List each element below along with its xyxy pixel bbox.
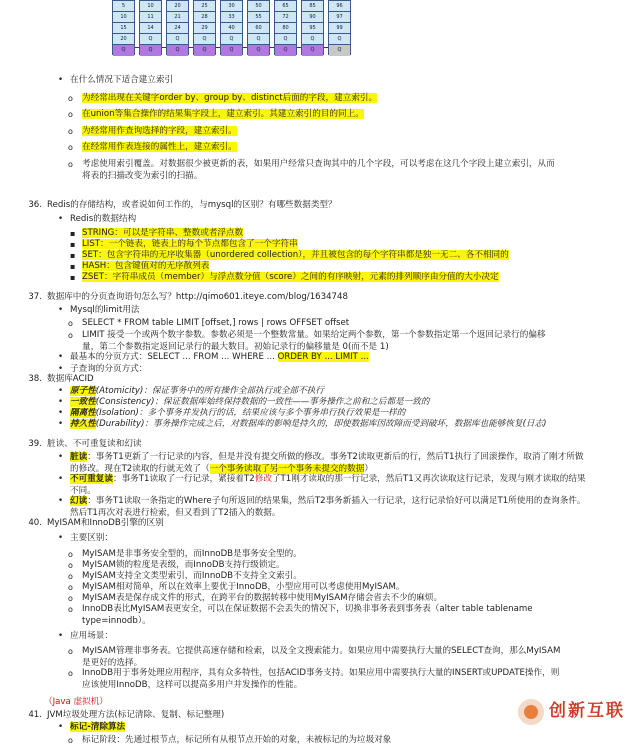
acid-item: • 原子性(Atomicity)：保证事务中的所有操作全部执行或全部不执行: [70, 386, 590, 398]
paging-subquery: • 子查询的分页方式：: [70, 364, 590, 376]
btree-key: Q: [329, 34, 350, 45]
btree-key: 65: [275, 1, 296, 12]
question-number: 39.: [28, 439, 42, 449]
question-title: 脏读、不可重复读和幻读: [47, 439, 142, 449]
btree-key: Q: [302, 34, 323, 45]
btree-key: 90: [302, 12, 323, 23]
sub-heading: • Mysql的limit用法: [70, 305, 590, 317]
index-item: o 在经常用作表连接的属性上，建立索引。: [82, 142, 562, 154]
sub-heading: • 主要区别：: [70, 533, 590, 545]
btree-key: 28: [194, 12, 215, 23]
btree-pointer: Q: [140, 45, 161, 56]
acid-item: • 一致性(Consistency)：保证数据库始终保持数据的一致性——事务操作之前和之后都是一致的: [70, 397, 590, 409]
engine-diff: o InnoDB表比MyISAM表更安全，可以在保证数据不会丢失的情况下，切换非事务表到事务表（alter table tablename type=innodb）。: [82, 604, 562, 628]
btree-key: 20: [113, 34, 134, 45]
btree-key: Q: [167, 34, 188, 45]
question-title: 数据库ACID: [47, 374, 94, 384]
engine-usage: o MyISAM管理非事务表。它提供高速存储和检索，以及全文搜索能力。如果应用中需要执行大量的SELECT查询，那么MyISAM是更好的选择。: [82, 646, 562, 670]
btree-pointer: Q: [113, 45, 134, 56]
question-number: 38.: [28, 374, 42, 384]
gc-item: o 标记阶段：先通过根节点，标记所有从根节点开始的对象，未被标记的为垃圾对象: [82, 735, 562, 747]
btree-pointer: Q: [221, 45, 242, 56]
btree-pointer: Q: [329, 45, 350, 56]
btree-key: 95: [302, 23, 323, 34]
btree-pointer: Q: [302, 45, 323, 56]
btree-leaf-node: [220, 0, 243, 55]
btree-leaf-node: [139, 0, 162, 55]
btree-key: 14: [140, 23, 161, 34]
btree-key: 85: [302, 1, 323, 12]
btree-key: 33: [221, 12, 242, 23]
read-anomaly: • 脏读：事务T1更新了一行记录的内容，但是并没有提交所做的修改。事务T2读取更新后的行，然后T1执行了回滚操作，取消了刚才所做的修改。现在T2读取的行就无效了（一个事务读取了另一个事务未提交的数据）: [70, 452, 590, 476]
btree-leaf-node: [274, 0, 297, 55]
section-tag: （Java 虚拟机）: [44, 697, 108, 707]
btree-key: 11: [140, 12, 161, 23]
question-number: 40.: [28, 518, 42, 528]
btree-leaf-node: [166, 0, 189, 55]
btree-leaf-node: [247, 0, 270, 55]
sub-heading: • Redis的数据结构: [70, 214, 590, 226]
btree-pointer: Q: [275, 45, 296, 56]
index-item: o 为经常出现在关键字order by、group by、distinct后面的字段，建立索引。: [82, 93, 562, 105]
engine-diff: o MyISAM锁的粒度是表级，而InnoDB支持行级锁定。: [82, 560, 562, 572]
read-anomaly: • 不可重复读：事务T1读取了一行记录，紧接着T2修改了T1刚才读取的那一行记录，然后T1又再次读取这行记录，发现与刚才读取的结果不同。: [70, 474, 590, 498]
btree-key: 72: [275, 12, 296, 23]
question-number: 37.: [28, 292, 42, 302]
btree-key: 80: [275, 23, 296, 34]
redis-type: ▪ HASH：包含键值对的无序散列表: [82, 261, 562, 273]
paging-basic: • 最基本的分页方式：SELECT ... FROM ... WHERE ... ORDER BY ... LIMIT ...: [70, 352, 590, 364]
btree-key: 10: [113, 12, 134, 23]
btree-key: 29: [194, 23, 215, 34]
question-number: 41.: [28, 710, 42, 720]
btree-key: 50: [248, 1, 269, 12]
engine-diff: o MyISAM是非事务安全型的，而InnoDB是事务安全型的。: [82, 549, 562, 561]
engine-diff: o MyISAM支持全文类型索引，而InnoDB不支持全文索引。: [82, 571, 562, 583]
btree-key: 97: [329, 12, 350, 23]
read-anomaly: • 幻读：事务T1读取一条指定的Where子句所返回的结果集，然后T2事务新插入一行记录，这行记录恰好可以满足T1所使用的查询条件。然后T1再次对表进行检索，但又看到了T2插入的数据。: [70, 496, 590, 520]
btree-key: Q: [248, 34, 269, 45]
btree-key: 96: [329, 1, 350, 12]
limit-item: o LIMIT 接受一个或两个数字参数。参数必须是一个整数常量。如果给定两个参数，第一个参数指定第一个返回记录行的偏移量，第二个参数指定返回记录行的最大数目。初始记录行的偏移量是 0(而不是 1): [82, 330, 562, 354]
btree-key: 60: [248, 23, 269, 34]
engine-diff: o MyISAM表是保存成文件的形式，在跨平台的数据转移中使用MyISAM存储会省去不少的麻烦。: [82, 593, 562, 605]
btree-key: Q: [275, 34, 296, 45]
watermark-logo: [518, 695, 630, 729]
btree-key: Q: [194, 34, 215, 45]
sub-heading: • 标记-清除算法: [70, 722, 590, 734]
btree-pointer: Q: [194, 45, 215, 56]
btree-key: 10: [140, 1, 161, 12]
btree-pointer: Q: [167, 45, 188, 56]
question-number: 36.: [28, 200, 42, 210]
btree-leaf-node: [193, 0, 216, 55]
btree-key: 55: [248, 12, 269, 23]
redis-type: ▪ ZSET：字符串成员（member）与浮点数分值（score）之间的有序映射，元素的排列顺序由分值的大小决定: [82, 272, 562, 284]
question-title: Redis的存储结构，或者说如何工作的，与mysql的区别？有哪些数据类型？: [47, 200, 337, 210]
btree-key: 5: [113, 1, 134, 12]
question-title: JVM垃圾处理方法(标记清除、复制、标记整理): [47, 710, 225, 720]
btree-key: 99: [329, 23, 350, 34]
logo-text: 创新互联: [549, 701, 625, 722]
redis-type: ▪ SET：包含字符串的无序收集器（unordered collection），并且被包含的每个字符串都是独一无二、各不相同的: [82, 250, 562, 262]
btree-key: 40: [221, 23, 242, 34]
acid-item: • 隔离性(Isolation)：多个事务并发执行的话，结果应该与多个事务串行执行效果是一样的: [70, 408, 590, 420]
btree-key: Q: [140, 34, 161, 45]
btree-key: 15: [113, 23, 134, 34]
btree-key: 30: [221, 1, 242, 12]
btree-leaf-node: [301, 0, 324, 55]
index-item: o 为经常用作查询选择的字段，建立索引。: [82, 126, 562, 138]
btree-key: 25: [194, 1, 215, 12]
btree-key: 24: [167, 23, 188, 34]
engine-diff: o MyISAM相对简单，所以在效率上要优于InnoDB，小型应用可以考虑使用MyISAM。: [82, 582, 562, 594]
btree-leaf-node: [328, 0, 351, 55]
btree-leaf-node: [112, 0, 135, 55]
btree-figure: [112, 0, 357, 58]
logo-icon: [518, 699, 544, 725]
sub-heading: • 应用场景：: [70, 631, 590, 643]
redis-type: ▪ LIST：一个链表，链表上的每个节点都包含了一个字符串: [82, 239, 562, 251]
btree-pointer: Q: [248, 45, 269, 56]
engine-usage: o InnoDB用于事务处理应用程序，具有众多特性，包括ACID事务支持。如果应用中需要执行大量的INSERT或UPDATE操作，则应该使用InnoDB，这样可以提高多用户并发操作的性能。: [82, 668, 562, 692]
btree-key: Q: [221, 34, 242, 45]
btree-key: 20: [167, 1, 188, 12]
index-item: o 在union等集合操作的结果集字段上，建立索引。其建立索引的目的同上。: [82, 109, 562, 121]
limit-item: o SELECT * FROM table LIMIT [offset,] rows | rows OFFSET offset: [82, 318, 562, 330]
question-title: 数据库中的分页查询语句怎么写？http://qimo601.iteye.com/blog/1634748: [47, 292, 348, 302]
acid-item: • 持久性(Durability)：事务操作完成之后，对数据库的影响是持久的，即使数据库因故障而受到破坏，数据库也能够恢复(日志): [70, 419, 590, 431]
question-title: MyISAM和InnoDB引擎的区别: [47, 518, 164, 528]
btree-key: 21: [167, 12, 188, 23]
index-item: o 考虑使用索引覆盖。对数据很少被更新的表，如果用户经常只查询其中的几个字段，可以考虑在这几个字段上建立索引，从而将表的扫描改变为索引的扫描。: [82, 159, 562, 183]
index-heading: • 在什么情况下适合建立索引: [70, 75, 590, 87]
redis-type: ▪ STRING：可以是字符串、整数或者浮点数: [82, 228, 562, 240]
